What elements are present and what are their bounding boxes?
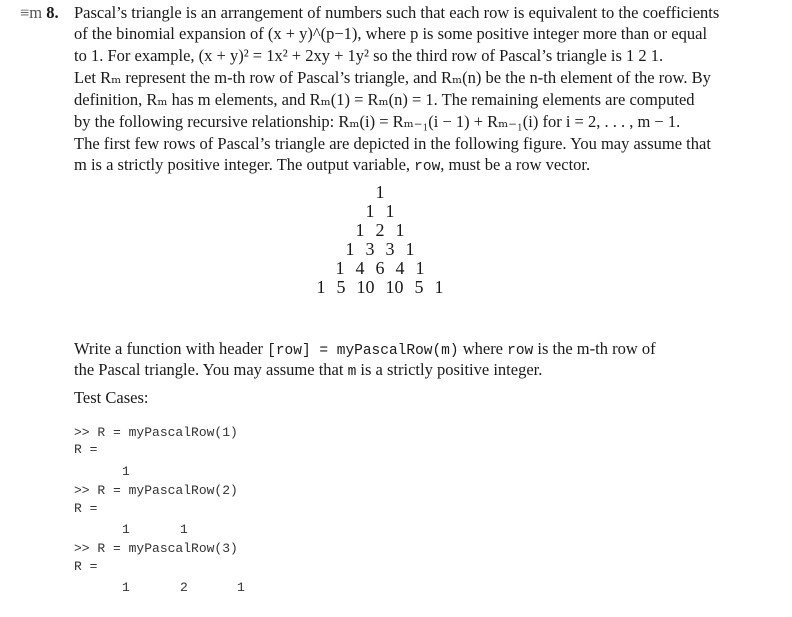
triangle-row-4 — [260, 240, 500, 259]
triangle-row-2 — [260, 202, 500, 221]
test-cases-heading: Test Cases: — [74, 388, 149, 407]
triangle-row-1 — [260, 183, 500, 202]
intro-line-4: Let Rₘ represent the m-th row of Pascal’s triangle, and Rₘ(n) be the n-th element of the row. By — [74, 68, 711, 87]
pascal-triangle-figure — [260, 183, 500, 297]
problem-number-cut: ≡m — [20, 3, 43, 22]
test-result-label-2: R = — [74, 501, 98, 516]
triangle-cell: 10 — [356, 277, 375, 297]
task-line-1-pre: Write a function with header — [74, 339, 268, 358]
intro-line-8-post: , must be a row vector. — [440, 155, 591, 174]
triangle-cell: 1 — [415, 258, 425, 278]
triangle-row-5 — [260, 259, 500, 278]
triangle-cell: 2 — [375, 220, 385, 240]
task-line-1-post: is the m-th row of — [533, 339, 656, 358]
intro-line-8-pre: m is a strictly positive integer. The output variable, — [74, 155, 415, 174]
intro-line-8 — [74, 154, 590, 178]
triangle-cell: 1 — [345, 239, 355, 259]
triangle-cell: 1 — [375, 182, 385, 202]
triangle-row-3 — [260, 221, 500, 240]
test-result-label-1: R = — [74, 442, 98, 457]
triangle-cell: 5 — [336, 277, 346, 297]
intro-line-2: of the binomial expansion of (x + y)^(p−1), where p is some positive integer more than or equal — [74, 24, 708, 43]
test-value: 1 — [122, 580, 130, 595]
test-value: 2 — [180, 580, 188, 595]
task-line-1-mid: where — [458, 339, 508, 358]
test-value: 1 — [122, 464, 130, 479]
task-header-code: [row] = myPascalRow(m) — [267, 343, 459, 359]
triangle-cell: 6 — [375, 258, 385, 278]
triangle-cell: 1 — [395, 220, 405, 240]
task-m-code: m — [347, 364, 357, 380]
triangle-cell: 4 — [355, 258, 365, 278]
triangle-cell: 1 — [385, 201, 395, 221]
problem-number — [20, 2, 59, 23]
triangle-cell: 4 — [395, 258, 405, 278]
triangle-cell: 1 — [316, 277, 326, 297]
triangle-cell: 10 — [385, 277, 404, 297]
test-value: 1 — [180, 522, 188, 537]
intro-line-6: by the following recursive relationship: Rₘ(i) = Rₘ₋₁(i − 1) + Rₘ₋₁(i) for i = 2, . . . , m − 1. — [74, 112, 681, 131]
test-value: 1 — [237, 580, 245, 595]
task-row-code: row — [507, 343, 534, 359]
triangle-cell: 3 — [385, 239, 395, 259]
intro-line-5: definition, Rₘ has m elements, and Rₘ(1) = Rₘ(n) = 1. The remaining elements are computed — [74, 90, 695, 109]
triangle-cell: 1 — [365, 201, 375, 221]
triangle-cell: 1 — [335, 258, 345, 278]
intro-line-8-code: row — [414, 159, 441, 175]
triangle-row-6 — [260, 278, 500, 297]
triangle-cell: 1 — [434, 277, 444, 297]
task-line-2-post: is a strictly positive integer. — [356, 360, 543, 379]
test-result-label-3: R = — [74, 559, 98, 574]
test-command-1: >> R = myPascalRow(1) — [74, 425, 238, 440]
test-value: 1 — [122, 522, 130, 537]
test-command-3: >> R = myPascalRow(3) — [74, 541, 238, 556]
triangle-cell: 1 — [405, 239, 415, 259]
intro-line-3: to 1. For example, (x + y)² = 1x² + 2xy + 1y² so the third row of Pascal’s triangle is 1 2 1. — [74, 46, 664, 65]
triangle-cell: 3 — [365, 239, 375, 259]
problem-number-label: 8. — [46, 3, 59, 22]
triangle-cell: 1 — [355, 220, 365, 240]
task-line-2-pre: the Pascal triangle. You may assume that — [74, 360, 348, 379]
triangle-cell: 5 — [414, 277, 424, 297]
intro-line-1: Pascal’s triangle is an arrangement of numbers such that each row is equivalent to the coefficients — [74, 3, 720, 22]
intro-line-7: The first few rows of Pascal’s triangle are depicted in the following figure. You may assume that — [74, 134, 711, 153]
test-command-2: >> R = myPascalRow(2) — [74, 483, 238, 498]
task-line-2 — [74, 359, 542, 383]
